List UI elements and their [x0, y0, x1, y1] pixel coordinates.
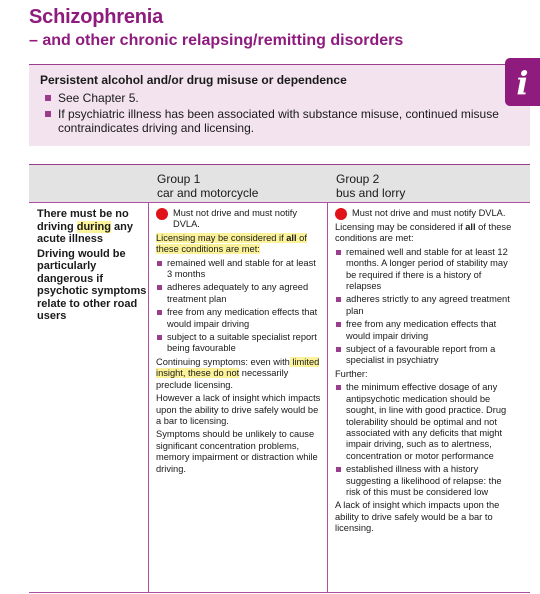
group1-continuing-symptoms: Continuing symptoms: even with limited insight, these do not necessarily preclude licensing.: [156, 356, 320, 390]
info-icon-glyph: i: [516, 64, 529, 102]
page-title: Schizophrenia: [29, 6, 164, 28]
info-bullet: See Chapter 5.: [42, 91, 502, 106]
group1-cell: [156, 208, 323, 477]
table-header: [29, 164, 530, 203]
standards-table: [29, 164, 530, 593]
list-item: subject to a suitable specialist report being favourable: [156, 332, 323, 355]
page-subtitle: – and other chronic relapsing/remitting disorders: [29, 32, 404, 49]
group1-header: [157, 172, 258, 200]
info-box-list: [42, 91, 502, 137]
group2-further-list: [335, 382, 513, 498]
list-item: free from any medication effects that would impair driving: [156, 307, 323, 330]
highlight: limited insight, these do not: [156, 356, 320, 379]
header-divider: [29, 202, 530, 203]
group2-subtitle: bus and lorry: [336, 186, 406, 200]
list-item: remained well and stable for at least 12 months. A longer period of stability may be required if there is a history of relapses: [335, 247, 513, 293]
group1-title: Group 1: [157, 172, 201, 186]
group2-header: [336, 172, 405, 200]
group1-licensing-condition: Licensing may be considered if all of these conditions are met:: [156, 232, 307, 255]
condition-psychotic: Driving would be particularly dangerous if psychotic symptoms relate to other road users: [37, 247, 147, 322]
column-divider: [327, 202, 328, 593]
table-bottom-rule: [29, 592, 530, 593]
info-box: [29, 64, 530, 146]
red-dot-icon: [156, 208, 168, 220]
highlight: during: [76, 220, 111, 233]
red-dot-icon: [335, 208, 347, 220]
group2-title: Group 2: [336, 172, 380, 186]
group2-must-not-drive: Must not drive and must notify DVLA.: [335, 208, 513, 220]
group2-cell: [335, 208, 513, 537]
list-item: subject of a favourable report from a specialist in psychiatry: [335, 344, 513, 367]
list-item: the minimum effective dosage of any antipsychotic medication should be sought, in line with good practice. Drug tolerability should be optimal and not associated with any deficits that might impair driving, such as to alertness, concentration or motor performance: [335, 382, 513, 462]
list-item: established illness with a history suggesting a likelihood of relapse: the risk of this must be considered low: [335, 464, 513, 498]
list-item: remained well and stable for at least 3 months: [156, 258, 323, 281]
condition-cell: [37, 208, 149, 325]
list-item: adheres strictly to any agreed treatment plan: [335, 294, 513, 317]
info-icon: [505, 58, 540, 106]
info-bullet: If psychiatric illness has been associated with substance misuse, continued misuse contraindicates driving and licensing.: [42, 107, 502, 136]
info-box-heading: Persistent alcohol and/or drug misuse or dependence: [40, 73, 347, 87]
group2-licensing-condition: Licensing may be considered if all of these conditions are met:: [335, 222, 512, 244]
list-item: adheres adequately to any agreed treatment plan: [156, 282, 323, 305]
condition-acute: There must be no driving during any acute illness: [37, 208, 133, 245]
group1-insight: However a lack of insight which impacts upon the ability to drive safely would be a bar to licensing.: [156, 393, 321, 426]
group2-further: Further:: [335, 368, 368, 379]
group1-subtitle: car and motorcycle: [157, 186, 259, 200]
group1-symptoms: Symptoms should be unlikely to cause significant concentration problems, memory impairment or distraction while driving.: [156, 429, 318, 474]
group2-conditions-list: [335, 247, 513, 367]
group2-insight: A lack of insight which impacts upon the ability to drive safely would be a bar to licensing.: [335, 500, 500, 534]
group1-must-not-drive: Must not drive and must notify DVLA.: [156, 208, 323, 231]
group1-conditions-list: [156, 258, 323, 355]
list-item: free from any medication effects that would impair driving: [335, 319, 513, 342]
